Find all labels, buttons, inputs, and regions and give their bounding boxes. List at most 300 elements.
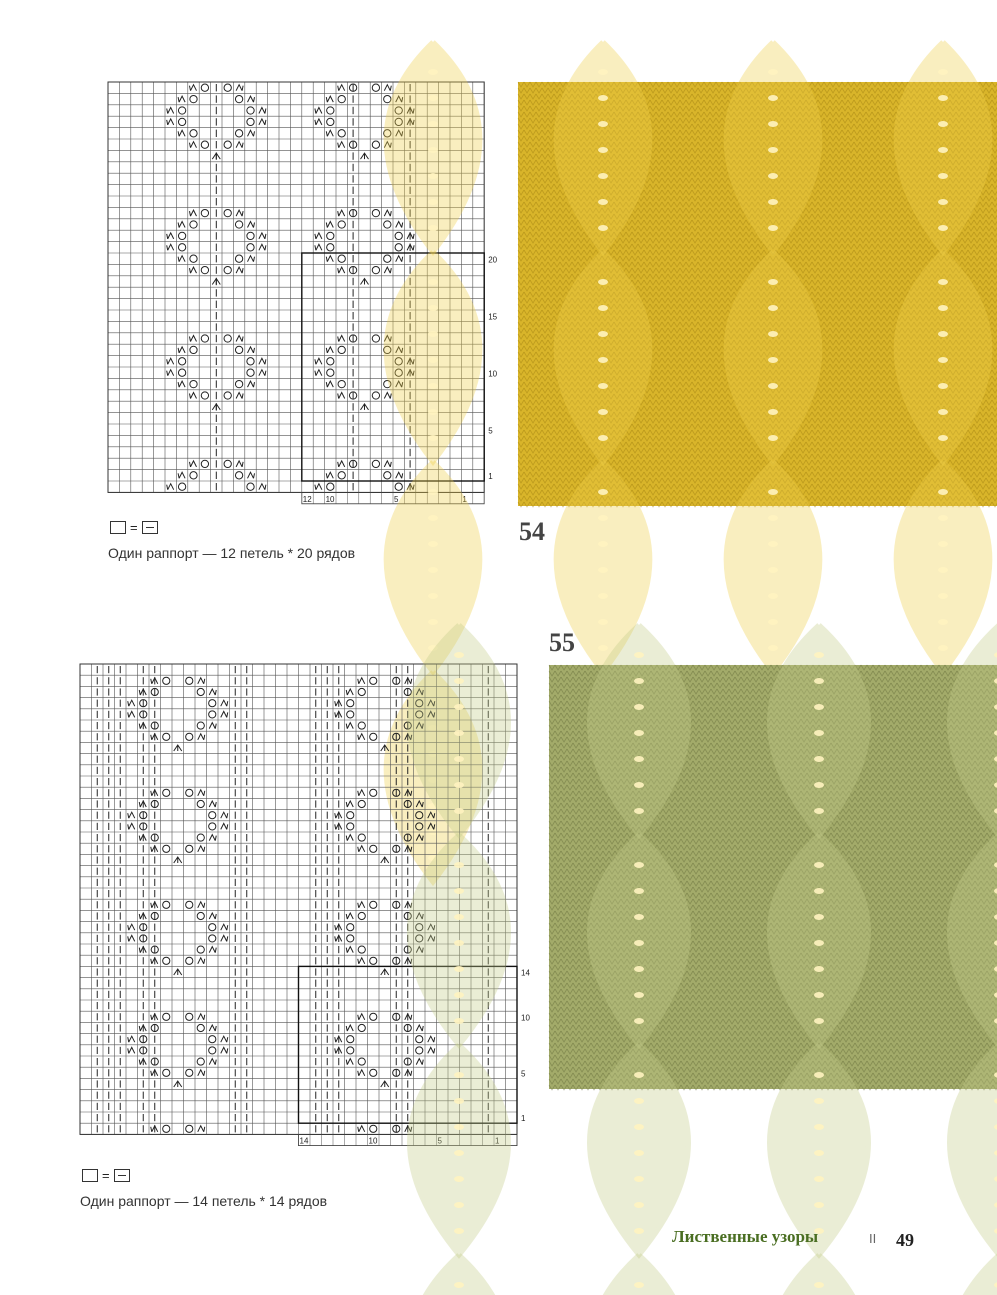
yarn-over-symbol bbox=[416, 1036, 423, 1043]
yarn-over-symbol bbox=[372, 266, 379, 273]
yarn-over-symbol bbox=[178, 118, 185, 125]
decrease-right-symbol bbox=[209, 689, 216, 695]
yarn-over-symbol bbox=[327, 244, 334, 251]
yarn-over-symbol bbox=[338, 380, 345, 387]
yarn-over-symbol bbox=[224, 392, 231, 399]
decrease-left-symbol bbox=[326, 222, 333, 228]
decrease-right-symbol bbox=[221, 823, 228, 829]
decrease-left-symbol bbox=[315, 370, 322, 376]
decrease-right-symbol bbox=[198, 1070, 205, 1076]
yarn-over-symbol bbox=[163, 733, 170, 740]
decrease-right-symbol bbox=[236, 393, 243, 399]
yarn-over-symbol bbox=[163, 1013, 170, 1020]
yarn-over-symbol bbox=[201, 460, 208, 467]
decrease-right-symbol bbox=[221, 812, 228, 818]
decrease-right-symbol bbox=[259, 358, 266, 364]
decrease-left-symbol bbox=[358, 790, 365, 796]
decrease-left-symbol bbox=[315, 244, 322, 250]
yarn-over-symbol bbox=[190, 472, 197, 479]
footer-separator: II bbox=[869, 1231, 877, 1246]
yarn-over-symbol bbox=[358, 800, 365, 807]
double-decrease-symbol bbox=[174, 969, 182, 975]
double-decrease-symbol bbox=[174, 745, 182, 751]
decrease-right-symbol bbox=[198, 734, 205, 740]
yarn-over-symbol bbox=[338, 95, 345, 102]
decrease-left-symbol bbox=[326, 472, 333, 478]
decrease-right-symbol bbox=[248, 96, 255, 102]
yarn-over-symbol bbox=[209, 812, 216, 819]
decrease-right-symbol bbox=[428, 812, 435, 818]
decrease-right-symbol bbox=[209, 947, 216, 953]
row-number: 14 bbox=[521, 968, 530, 978]
column-number: 1 bbox=[495, 1136, 500, 1146]
yarn-over-symbol bbox=[327, 232, 334, 239]
decrease-left-symbol bbox=[167, 244, 174, 250]
yarn-over-symbol bbox=[384, 95, 391, 102]
yarn-over-symbol bbox=[209, 711, 216, 718]
decrease-right-symbol bbox=[236, 267, 243, 273]
decrease-left-symbol bbox=[128, 700, 135, 706]
pattern-number: 54 bbox=[519, 517, 545, 546]
yarn-over-symbol bbox=[338, 472, 345, 479]
yarn-over-symbol bbox=[186, 789, 193, 796]
decrease-right-symbol bbox=[248, 256, 255, 262]
yarn-over-symbol bbox=[235, 221, 242, 228]
decrease-left-symbol bbox=[190, 85, 197, 91]
purl-cell-symbol bbox=[142, 521, 158, 534]
yarn-over-symbol bbox=[224, 460, 231, 467]
yarn-over-symbol bbox=[201, 209, 208, 216]
yarn-over-symbol bbox=[370, 1013, 377, 1020]
decrease-left-symbol bbox=[190, 461, 197, 467]
yarn-over-symbol bbox=[247, 232, 254, 239]
decrease-left-symbol bbox=[128, 1047, 135, 1053]
yarn-over-symbol bbox=[247, 244, 254, 251]
decrease-right-symbol bbox=[259, 484, 266, 490]
yarn-over-symbol bbox=[201, 335, 208, 342]
decrease-left-symbol bbox=[326, 256, 333, 262]
column-number: 10 bbox=[368, 1136, 378, 1146]
yarn-over-symbol bbox=[370, 901, 377, 908]
yarn-over-symbol bbox=[347, 935, 354, 942]
yarn-over-symbol bbox=[163, 789, 170, 796]
decrease-right-symbol bbox=[384, 267, 391, 273]
yarn-over-symbol bbox=[370, 845, 377, 852]
repeat-caption: Один раппорт — 14 петель * 14 рядов bbox=[80, 1193, 328, 1209]
yarn-over-symbol bbox=[247, 483, 254, 490]
yarn-over-symbol bbox=[197, 946, 204, 953]
yarn-over-symbol bbox=[209, 1047, 216, 1054]
column-number: 5 bbox=[437, 1136, 442, 1146]
yarn-over-symbol bbox=[235, 380, 242, 387]
repeat-caption: Один раппорт — 12 петель * 20 рядов bbox=[108, 545, 356, 561]
decrease-right-symbol bbox=[209, 1025, 216, 1031]
yarn-over-symbol bbox=[384, 472, 391, 479]
row-number: 10 bbox=[488, 369, 498, 379]
double-decrease-symbol bbox=[361, 404, 369, 410]
column-number: 12 bbox=[302, 494, 312, 504]
yarn-over-symbol bbox=[224, 266, 231, 273]
decrease-right-symbol bbox=[198, 902, 205, 908]
decrease-right-symbol bbox=[221, 1036, 228, 1042]
decrease-left-symbol bbox=[178, 96, 185, 102]
decrease-left-symbol bbox=[178, 130, 185, 136]
yarn-over-symbol bbox=[358, 1024, 365, 1031]
yarn-over-symbol bbox=[178, 232, 185, 239]
decrease-right-symbol bbox=[428, 1036, 435, 1042]
page-number: 49 bbox=[896, 1230, 914, 1250]
decrease-right-symbol bbox=[259, 370, 266, 376]
decrease-right-symbol bbox=[209, 913, 216, 919]
yarn-over-symbol bbox=[235, 255, 242, 262]
yarn-over-symbol bbox=[224, 84, 231, 91]
yarn-over-symbol bbox=[327, 483, 334, 490]
decrease-left-symbol bbox=[178, 381, 185, 387]
yarn-over-symbol bbox=[201, 266, 208, 273]
double-decrease-symbol bbox=[212, 404, 220, 410]
decrease-right-symbol bbox=[396, 256, 403, 262]
yarn-over-symbol bbox=[358, 912, 365, 919]
decrease-left-symbol bbox=[338, 393, 345, 399]
yarn-over-symbol bbox=[327, 369, 334, 376]
decrease-left-symbol bbox=[346, 947, 353, 953]
decrease-right-symbol bbox=[416, 801, 423, 807]
decrease-right-symbol bbox=[248, 472, 255, 478]
yarn-over-symbol bbox=[372, 460, 379, 467]
double-decrease-symbol bbox=[212, 279, 220, 285]
decrease-right-symbol bbox=[236, 142, 243, 148]
decrease-right-symbol bbox=[396, 472, 403, 478]
row-number: 1 bbox=[488, 472, 493, 481]
decrease-left-symbol bbox=[338, 210, 345, 216]
decrease-left-symbol bbox=[315, 484, 322, 490]
decrease-right-symbol bbox=[259, 233, 266, 239]
decrease-right-symbol bbox=[259, 108, 266, 114]
yarn-over-symbol bbox=[186, 677, 193, 684]
decrease-left-symbol bbox=[167, 370, 174, 376]
yarn-over-symbol bbox=[247, 369, 254, 376]
yarn-over-symbol bbox=[163, 845, 170, 852]
double-decrease-symbol bbox=[174, 857, 182, 863]
decrease-right-symbol bbox=[221, 711, 228, 717]
row-number: 20 bbox=[488, 255, 498, 265]
decrease-right-symbol bbox=[198, 1126, 205, 1132]
decrease-left-symbol bbox=[358, 846, 365, 852]
decrease-left-symbol bbox=[358, 678, 365, 684]
decrease-left-symbol bbox=[358, 902, 365, 908]
decrease-left-symbol bbox=[178, 472, 185, 478]
yarn-over-symbol bbox=[347, 812, 354, 819]
yarn-over-symbol bbox=[209, 935, 216, 942]
decrease-left-symbol bbox=[128, 1036, 135, 1042]
decrease-right-symbol bbox=[198, 678, 205, 684]
section-title: Лиственные узоры bbox=[672, 1227, 819, 1246]
yarn-over-symbol bbox=[416, 823, 423, 830]
decrease-left-symbol bbox=[178, 256, 185, 262]
yarn-over-symbol bbox=[327, 358, 334, 365]
knit-sample-photo-54 bbox=[518, 82, 997, 506]
column-number: 5 bbox=[394, 494, 399, 504]
double-decrease-symbol bbox=[361, 153, 369, 159]
yarn-over-symbol bbox=[347, 700, 354, 707]
decrease-right-symbol bbox=[248, 222, 255, 228]
yarn-over-symbol bbox=[190, 380, 197, 387]
yarn-over-symbol bbox=[190, 346, 197, 353]
yarn-over-symbol bbox=[197, 1058, 204, 1065]
decrease-right-symbol bbox=[428, 823, 435, 829]
yarn-over-symbol bbox=[186, 901, 193, 908]
yarn-over-symbol bbox=[235, 346, 242, 353]
yarn-over-symbol bbox=[247, 358, 254, 365]
yarn-over-symbol bbox=[358, 688, 365, 695]
legend-equals: = bbox=[130, 520, 138, 535]
decrease-left-symbol bbox=[167, 119, 174, 125]
yarn-over-symbol bbox=[372, 141, 379, 148]
decrease-left-symbol bbox=[358, 734, 365, 740]
yarn-over-symbol bbox=[347, 1047, 354, 1054]
decrease-right-symbol bbox=[221, 700, 228, 706]
yarn-over-symbol bbox=[358, 1058, 365, 1065]
yarn-over-symbol bbox=[209, 700, 216, 707]
yarn-over-symbol bbox=[235, 95, 242, 102]
yarn-over-symbol bbox=[327, 118, 334, 125]
yarn-over-symbol bbox=[370, 733, 377, 740]
decrease-left-symbol bbox=[167, 108, 174, 114]
yarn-over-symbol bbox=[178, 369, 185, 376]
decrease-left-symbol bbox=[178, 347, 185, 353]
yarn-over-symbol bbox=[197, 800, 204, 807]
decrease-left-symbol bbox=[190, 393, 197, 399]
yarn-over-symbol bbox=[178, 107, 185, 114]
row-number: 1 bbox=[521, 1114, 526, 1124]
yarn-over-symbol bbox=[384, 221, 391, 228]
yarn-over-symbol bbox=[197, 912, 204, 919]
yarn-over-symbol bbox=[338, 255, 345, 262]
double-decrease-symbol bbox=[212, 153, 220, 159]
decrease-left-symbol bbox=[190, 336, 197, 342]
yarn-over-symbol bbox=[372, 84, 379, 91]
yarn-over-symbol bbox=[395, 483, 402, 490]
yarn-over-symbol bbox=[201, 392, 208, 399]
decrease-right-symbol bbox=[209, 1059, 216, 1065]
yarn-over-symbol bbox=[338, 346, 345, 353]
decrease-right-symbol bbox=[198, 958, 205, 964]
yarn-over-symbol bbox=[370, 789, 377, 796]
yarn-over-symbol bbox=[209, 1036, 216, 1043]
empty-cell-symbol bbox=[82, 1169, 98, 1182]
decrease-right-symbol bbox=[416, 835, 423, 841]
decrease-left-symbol bbox=[128, 924, 135, 930]
decrease-left-symbol bbox=[346, 801, 353, 807]
decrease-right-symbol bbox=[259, 119, 266, 125]
decrease-right-symbol bbox=[198, 790, 205, 796]
decrease-right-symbol bbox=[236, 210, 243, 216]
yarn-over-symbol bbox=[163, 1069, 170, 1076]
yarn-over-symbol bbox=[186, 845, 193, 852]
yarn-over-symbol bbox=[347, 1036, 354, 1043]
decrease-right-symbol bbox=[198, 846, 205, 852]
double-decrease-symbol bbox=[381, 1081, 389, 1087]
yarn-over-symbol bbox=[178, 244, 185, 251]
decrease-right-symbol bbox=[384, 210, 391, 216]
yarn-over-symbol bbox=[372, 209, 379, 216]
decrease-left-symbol bbox=[338, 142, 345, 148]
empty-cell-symbol bbox=[110, 521, 126, 534]
yarn-over-symbol bbox=[370, 677, 377, 684]
yarn-over-symbol bbox=[395, 232, 402, 239]
decrease-left-symbol bbox=[338, 85, 345, 91]
yarn-over-symbol bbox=[197, 1024, 204, 1031]
decrease-left-symbol bbox=[178, 222, 185, 228]
chart-legend bbox=[110, 520, 158, 535]
yarn-over-symbol bbox=[197, 834, 204, 841]
pattern-number: 55 bbox=[549, 628, 575, 657]
decrease-right-symbol bbox=[236, 85, 243, 91]
decrease-left-symbol bbox=[167, 233, 174, 239]
yarn-over-symbol bbox=[186, 957, 193, 964]
decrease-left-symbol bbox=[346, 1059, 353, 1065]
yarn-over-symbol bbox=[384, 255, 391, 262]
decrease-left-symbol bbox=[346, 723, 353, 729]
yarn-over-symbol bbox=[358, 946, 365, 953]
decrease-right-symbol bbox=[209, 723, 216, 729]
row-number: 5 bbox=[488, 426, 493, 436]
decrease-left-symbol bbox=[190, 142, 197, 148]
yarn-over-symbol bbox=[370, 1069, 377, 1076]
yarn-over-symbol bbox=[416, 1047, 423, 1054]
purl-cell-symbol bbox=[114, 1169, 130, 1182]
decrease-left-symbol bbox=[358, 1126, 365, 1132]
row-number: 10 bbox=[521, 1013, 530, 1023]
decrease-right-symbol bbox=[221, 1047, 228, 1053]
chart-legend bbox=[82, 1168, 130, 1183]
decrease-right-symbol bbox=[416, 1059, 423, 1065]
decrease-left-symbol bbox=[315, 233, 322, 239]
decrease-right-symbol bbox=[209, 801, 216, 807]
decrease-left-symbol bbox=[128, 935, 135, 941]
yarn-over-symbol bbox=[190, 95, 197, 102]
decrease-right-symbol bbox=[416, 1025, 423, 1031]
decrease-right-symbol bbox=[221, 924, 228, 930]
decrease-left-symbol bbox=[346, 689, 353, 695]
decrease-left-symbol bbox=[338, 267, 345, 273]
decrease-left-symbol bbox=[326, 381, 333, 387]
yarn-over-symbol bbox=[247, 107, 254, 114]
column-number: 14 bbox=[299, 1136, 309, 1146]
decrease-left-symbol bbox=[346, 913, 353, 919]
yarn-over-symbol bbox=[197, 688, 204, 695]
decrease-right-symbol bbox=[221, 935, 228, 941]
yarn-over-symbol bbox=[186, 733, 193, 740]
yarn-over-symbol bbox=[347, 924, 354, 931]
decrease-left-symbol bbox=[358, 1014, 365, 1020]
decrease-left-symbol bbox=[128, 823, 135, 829]
yarn-over-symbol bbox=[224, 141, 231, 148]
decrease-left-symbol bbox=[326, 347, 333, 353]
decrease-left-symbol bbox=[346, 1025, 353, 1031]
double-decrease-symbol bbox=[381, 969, 389, 975]
yarn-over-symbol bbox=[190, 130, 197, 137]
yarn-over-symbol bbox=[178, 483, 185, 490]
yarn-over-symbol bbox=[338, 221, 345, 228]
legend-equals: = bbox=[102, 1168, 110, 1183]
knit-sample-photo-55 bbox=[549, 665, 997, 1089]
decrease-right-symbol bbox=[248, 130, 255, 136]
yarn-over-symbol bbox=[370, 957, 377, 964]
yarn-over-symbol bbox=[178, 358, 185, 365]
decrease-left-symbol bbox=[315, 358, 322, 364]
decrease-right-symbol bbox=[384, 461, 391, 467]
yarn-over-symbol bbox=[209, 823, 216, 830]
decrease-right-symbol bbox=[396, 222, 403, 228]
yarn-over-symbol bbox=[338, 130, 345, 137]
column-number: 10 bbox=[325, 494, 335, 504]
decrease-right-symbol bbox=[248, 381, 255, 387]
decrease-left-symbol bbox=[315, 108, 322, 114]
decrease-right-symbol bbox=[259, 244, 266, 250]
decrease-left-symbol bbox=[190, 267, 197, 273]
yarn-over-symbol bbox=[163, 901, 170, 908]
yarn-over-symbol bbox=[224, 209, 231, 216]
yarn-over-symbol bbox=[224, 335, 231, 342]
yarn-over-symbol bbox=[247, 118, 254, 125]
yarn-over-symbol bbox=[197, 722, 204, 729]
yarn-over-symbol bbox=[235, 130, 242, 137]
row-number: 5 bbox=[521, 1069, 526, 1079]
decrease-right-symbol bbox=[236, 336, 243, 342]
yarn-over-symbol bbox=[201, 141, 208, 148]
decrease-left-symbol bbox=[338, 336, 345, 342]
yarn-over-symbol bbox=[163, 957, 170, 964]
decrease-right-symbol bbox=[428, 1047, 435, 1053]
decrease-left-symbol bbox=[358, 1070, 365, 1076]
decrease-right-symbol bbox=[384, 393, 391, 399]
double-decrease-symbol bbox=[381, 857, 389, 863]
column-number: 1 bbox=[462, 494, 467, 504]
yarn-over-symbol bbox=[347, 823, 354, 830]
yarn-over-symbol bbox=[416, 812, 423, 819]
yarn-over-symbol bbox=[186, 1069, 193, 1076]
yarn-over-symbol bbox=[209, 924, 216, 931]
decrease-left-symbol bbox=[128, 711, 135, 717]
yarn-over-symbol bbox=[372, 392, 379, 399]
yarn-over-symbol bbox=[358, 834, 365, 841]
yarn-over-symbol bbox=[186, 1125, 193, 1132]
decrease-left-symbol bbox=[346, 835, 353, 841]
yarn-over-symbol bbox=[372, 335, 379, 342]
double-decrease-symbol bbox=[174, 1081, 182, 1087]
yarn-over-symbol bbox=[163, 1125, 170, 1132]
decrease-right-symbol bbox=[236, 461, 243, 467]
yarn-over-symbol bbox=[235, 472, 242, 479]
decrease-left-symbol bbox=[358, 958, 365, 964]
yarn-over-symbol bbox=[190, 221, 197, 228]
row-number: 15 bbox=[488, 312, 498, 322]
yarn-over-symbol bbox=[370, 1125, 377, 1132]
decrease-left-symbol bbox=[338, 461, 345, 467]
decrease-left-symbol bbox=[326, 130, 333, 136]
decrease-left-symbol bbox=[128, 812, 135, 818]
yarn-over-symbol bbox=[201, 84, 208, 91]
decrease-left-symbol bbox=[326, 96, 333, 102]
yarn-over-symbol bbox=[190, 255, 197, 262]
decrease-right-symbol bbox=[384, 85, 391, 91]
decrease-left-symbol bbox=[315, 119, 322, 125]
yarn-over-symbol bbox=[358, 722, 365, 729]
double-decrease-symbol bbox=[361, 279, 369, 285]
decrease-right-symbol bbox=[209, 835, 216, 841]
yarn-over-symbol bbox=[347, 711, 354, 718]
